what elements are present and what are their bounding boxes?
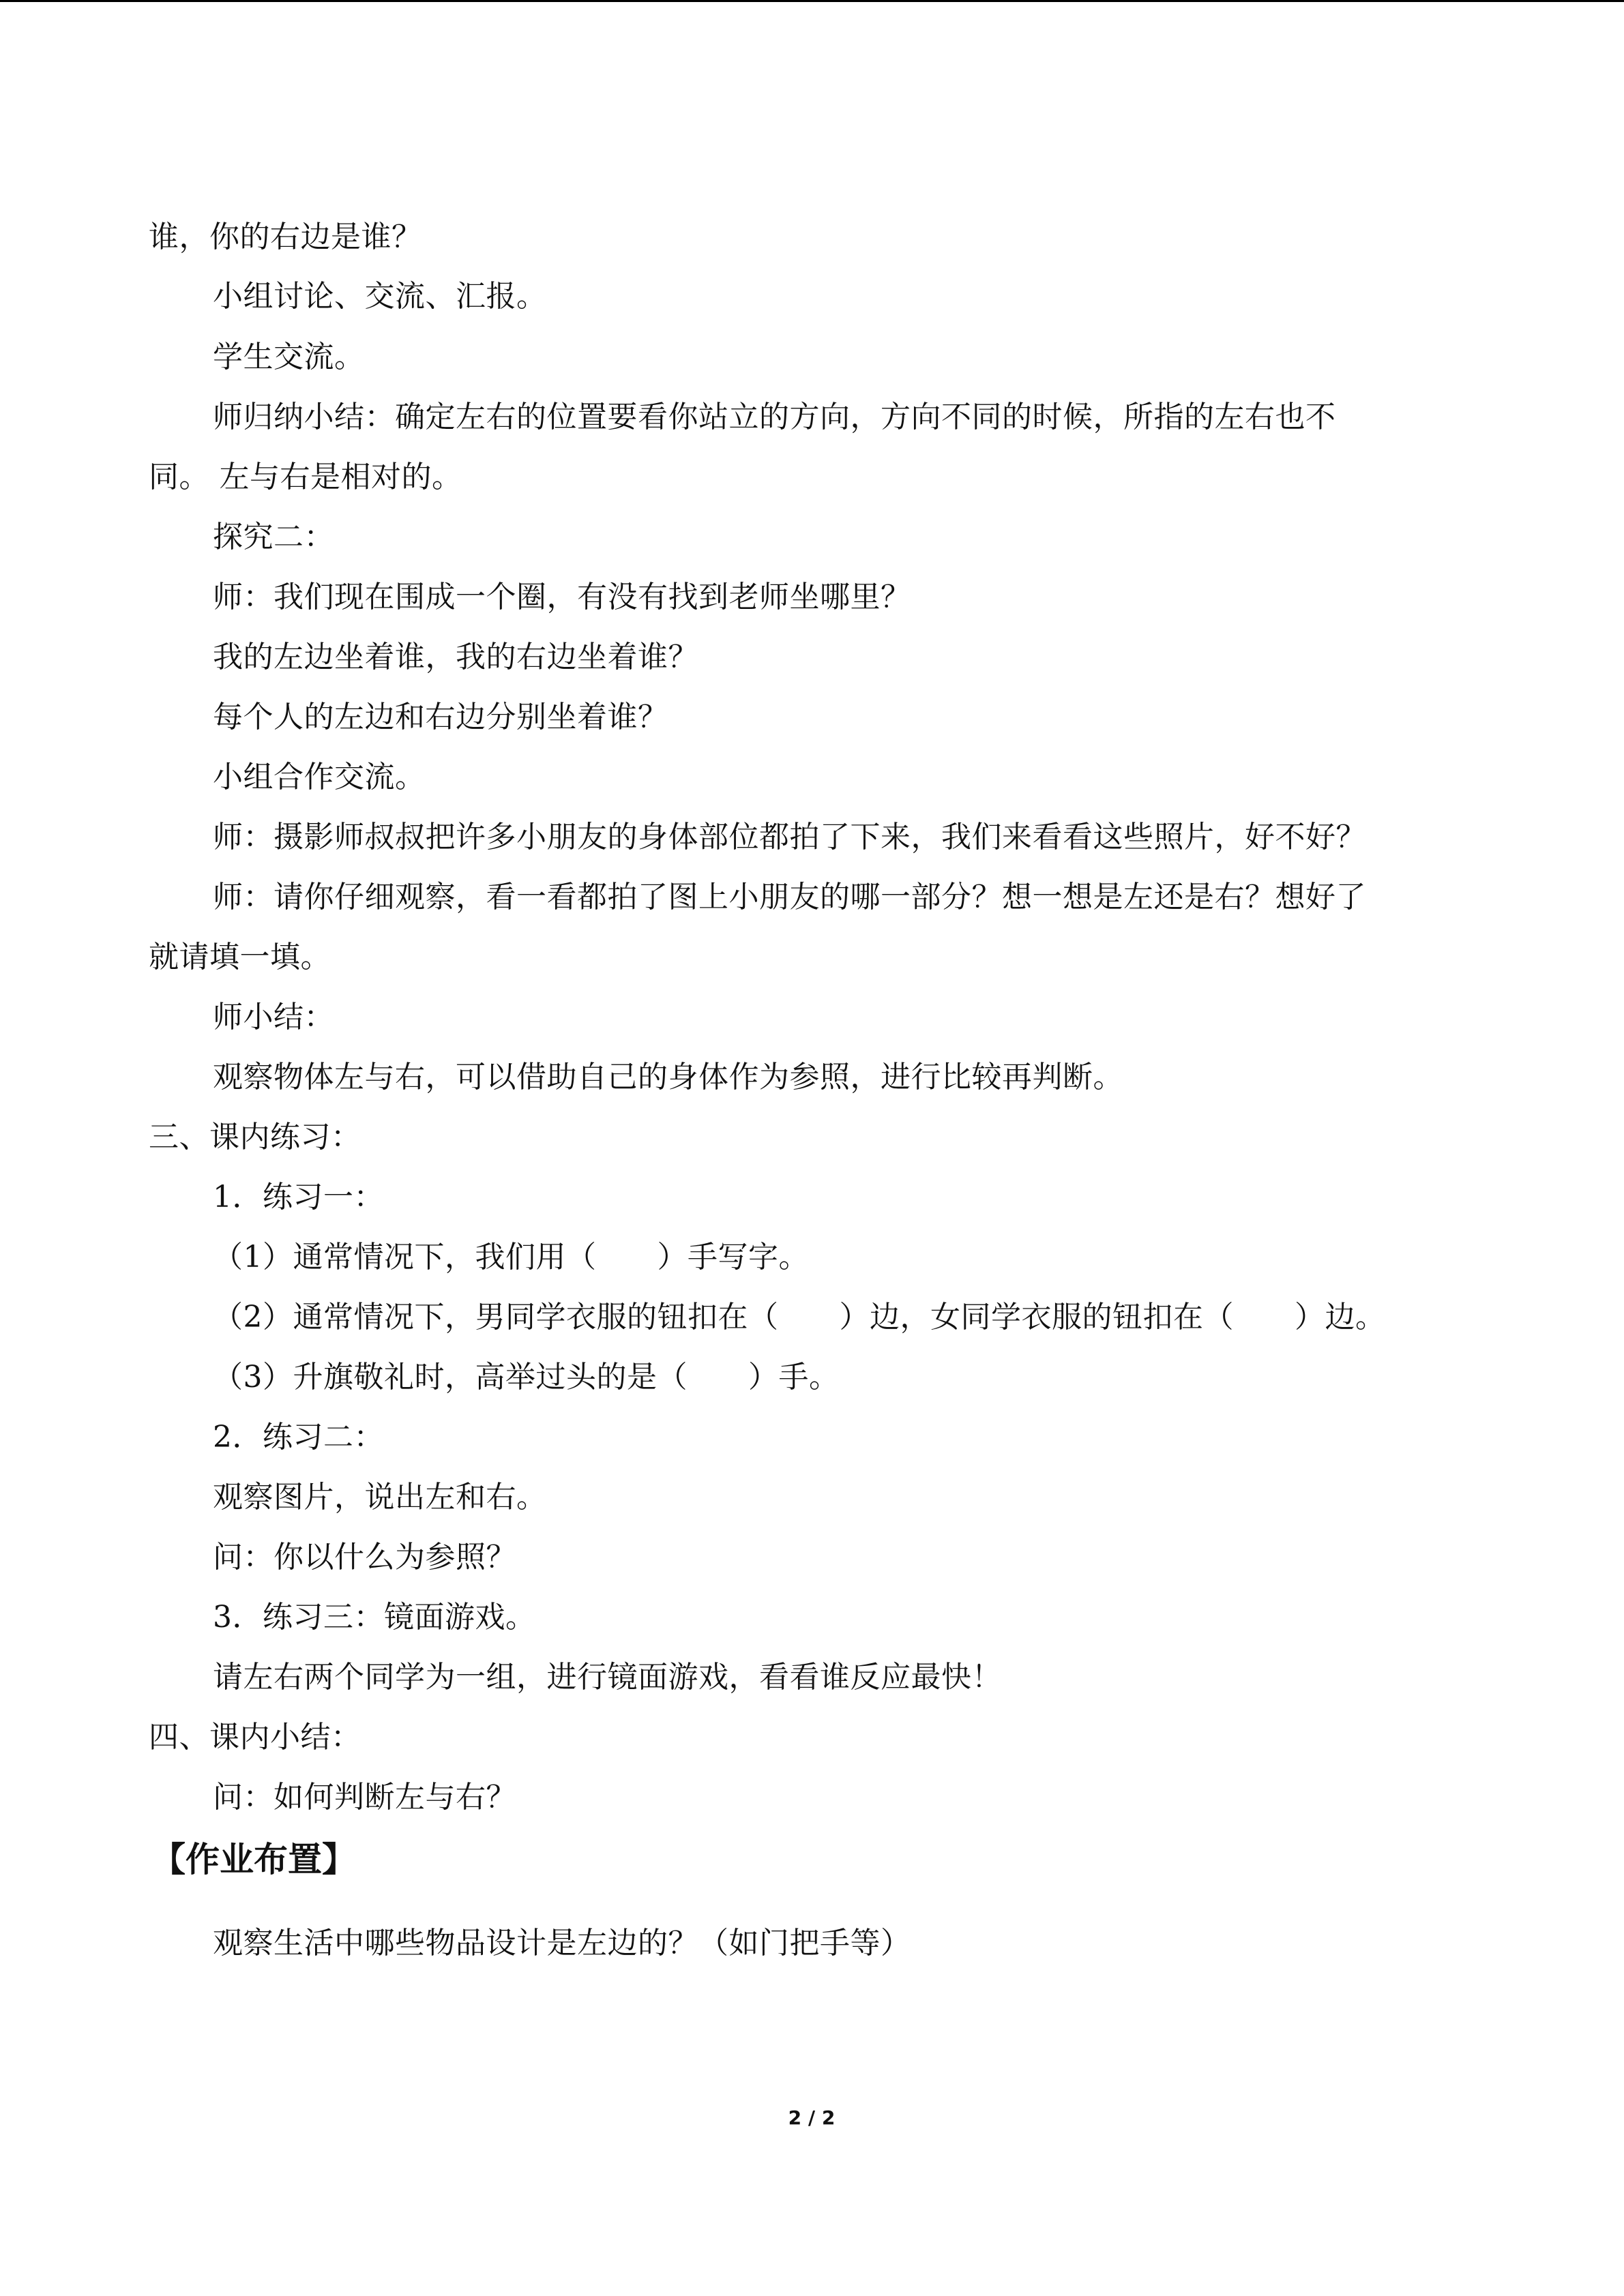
section-heading: 三、课内练习：	[149, 1120, 361, 1154]
text-line: 师小结：	[213, 1000, 334, 1034]
homework-heading: 【作业布置】	[151, 1840, 356, 1879]
text-line: 问：如何判断左与右？	[213, 1780, 516, 1815]
text-line: 师：摄影师叔叔把许多小朋友的身体部位都拍了下来，我们来看看这些照片，好不好？	[213, 820, 1366, 854]
text-line: 谁，你的右边是谁？	[149, 220, 422, 254]
text-line: 我的左边坐着谁，我的右边坐着谁？	[213, 640, 698, 674]
page-number: 2 / 2	[788, 2106, 836, 2129]
homework-text: 观察生活中哪些物品设计是左边的？（如门把手等）	[213, 1926, 911, 1960]
text-line: （2）通常情况下，男同学衣服的钮扣在（ ）边，女同学衣服的钮扣在（ ）边。	[213, 1300, 1386, 1335]
text-line: 1．练习一：	[213, 1180, 384, 1214]
text-line: 探究二：	[213, 520, 334, 554]
text-line: 师归纳小结：确定左右的位置要看你站立的方向，方向不同的时候，所指的左右也不	[213, 400, 1336, 434]
text-line: 观察物体左与右，可以借助自己的身体作为参照，进行比较再判断。	[213, 1060, 1123, 1094]
text-line: 2．练习二：	[213, 1420, 384, 1455]
text-line: （1）通常情况下，我们用（ ）手写字。	[213, 1240, 809, 1274]
section-heading: 四、课内小结：	[149, 1720, 361, 1755]
text-line: 请左右两个同学为一组，进行镜面游戏，看看谁反应最快！	[213, 1660, 1002, 1695]
text-line: 就请填一填。	[149, 940, 331, 974]
text-line: 每个人的左边和右边分别坐着谁？	[213, 700, 668, 734]
text-line: 学生交流。	[213, 340, 365, 374]
text-line: 小组合作交流。	[213, 760, 426, 794]
text-line: 3．练习三：镜面游戏。	[213, 1600, 536, 1635]
text-line: 师：我们现在围成一个圈，有没有找到老师坐哪里？	[213, 580, 911, 614]
text-line: 小组讨论、交流、汇报。	[213, 279, 547, 314]
text-line: （3）升旗敬礼时，高举过头的是（ ）手。	[213, 1360, 840, 1395]
top-border	[0, 0, 1624, 2]
text-line: 同。 左与右是相对的。	[149, 460, 462, 494]
text-line: 问：你以什么为参照？	[213, 1540, 516, 1575]
text-line: 观察图片，说出左和右。	[213, 1480, 547, 1515]
text-line: 师：请你仔细观察，看一看都拍了图上小朋友的哪一部分？想一想是左还是右？想好了	[213, 880, 1366, 914]
